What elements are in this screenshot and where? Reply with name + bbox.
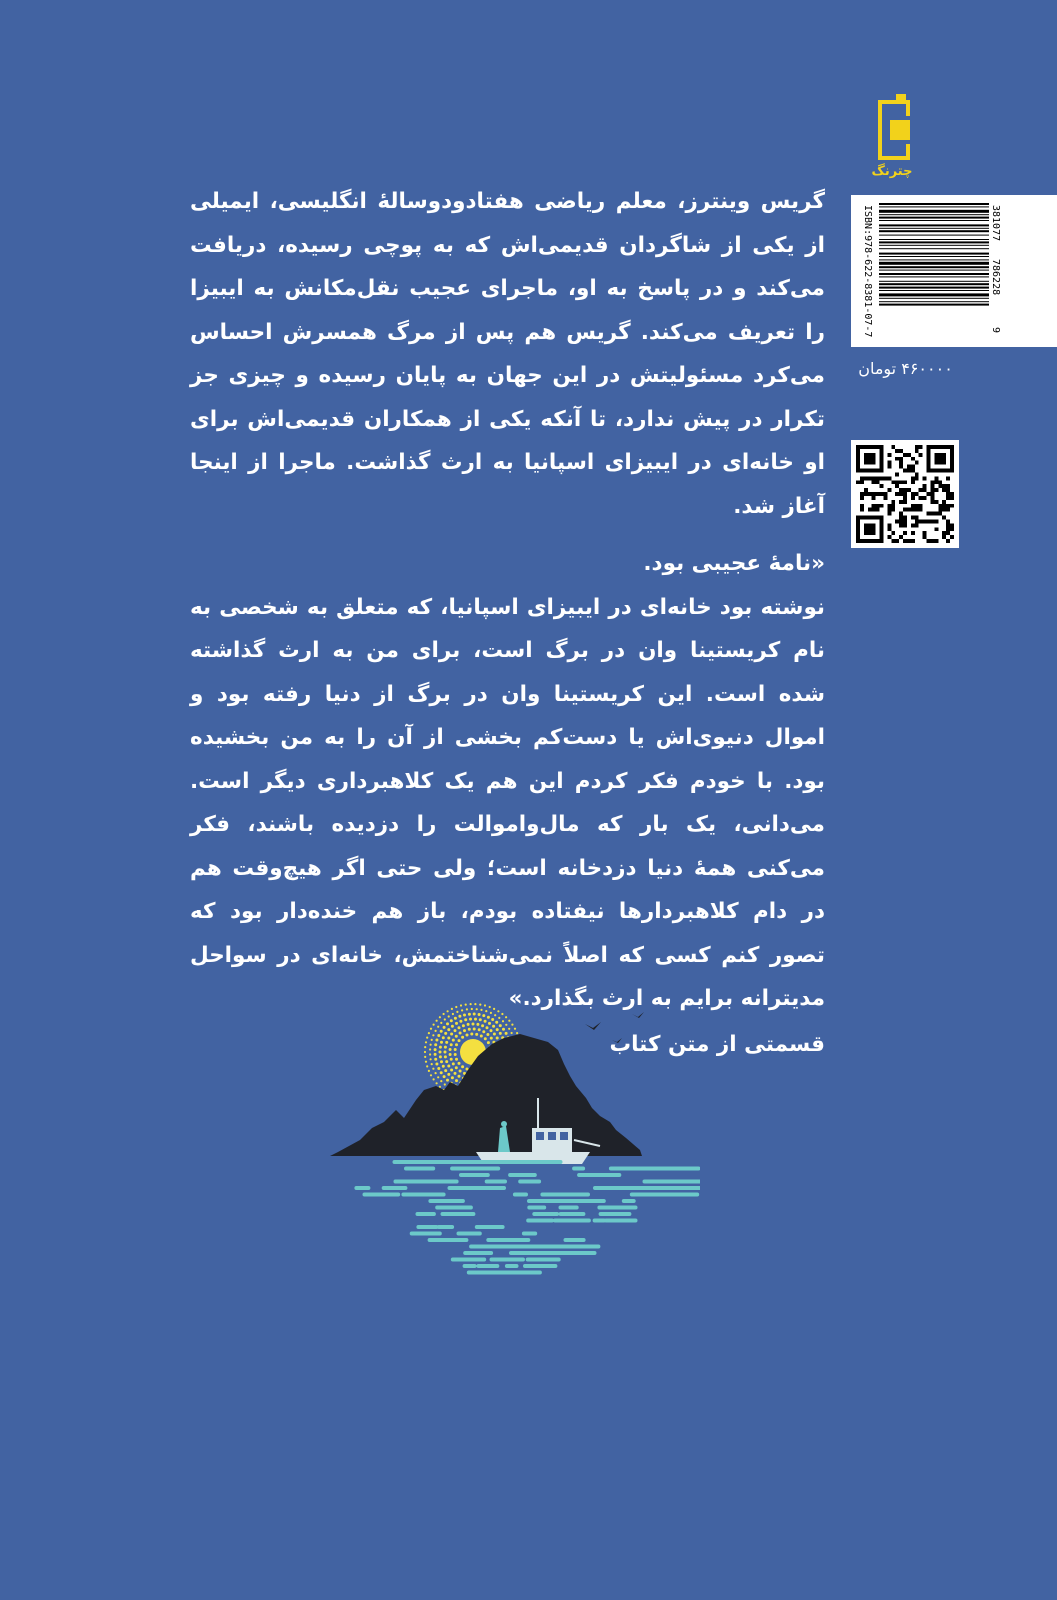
island-illustration [300, 990, 700, 1280]
isbn-barcode [855, 199, 1005, 343]
isbn-label: ISBN:978-622-8381-07-7 [862, 205, 873, 338]
blurb-summary: گریس وینترز، معلم ریاضی هفتادودوسالهٔ انگلیسی، ایمیلی از یکی از شاگردان قدیمی‌اش که به پوچی رسیده، دریافت می‌کند و در پاسخ به او، ماجرای عجیب نقل‌مکانش به ایبیزا را تعریف می‌کند. گریس هم پس از مرگ همسرش احساس می‌کرد مسئولیتش در این جهان به پایان رسیده و چیزی جز تکرار در پیش ندارد، تا آنکه یکی از همکاران قدیمی‌اش برای او خانه‌ای در ایبیزای اسپانیا به ارث گذاشت. ماجرا از اینجا آغاز شد. [190, 189, 825, 519]
isbn-digits-mid: 786228 [990, 259, 1001, 296]
publisher-name: چترنگ [871, 164, 913, 179]
blurb [190, 180, 825, 1066]
barcode-panel [851, 195, 1057, 347]
island-silhouette [330, 1034, 642, 1156]
isbn-digits-left: 9 [990, 327, 1001, 334]
isbn-digits-right: 381077 [990, 205, 1001, 242]
birds [585, 1012, 644, 1043]
qr-code [851, 440, 959, 548]
price-label: ۴۶۰۰۰۰ تومان [858, 359, 953, 378]
quote-heading: «نامهٔ عجیبی بود. [643, 551, 825, 576]
quote-source: قسمتی از متن کتاب [609, 1031, 825, 1057]
quote-body: نوشته بود خانه‌ای در ایبیزای اسپانیا، که متعلق به شخصی به نام کریستینا وان در برگ است، برای من به ارث گذاشته شده است. این کریستینا وان در برگ از دنیا رفته بود و اموال دنیوی‌اش یا دست‌کم بخشی از آن را به من بخشیده بود. با خودم فکر کردم این هم یک کلاهبرداری دیگر است. می‌دانی، یک بار که مال‌واموالت را دزدیده باشند، فکر می‌کنی همهٔ دنیا دزدخانه است؛ ولی حتی اگر هیچ‌وقت هم در دام کلاهبردارها نیفتاده بودم، باز هم خنده‌دار بود که تصور کنم کسی که اصلاً نمی‌شناختمش، خانه‌ای در سواحل مدیترانه برایم به ارث بگذارد.» [190, 594, 825, 1011]
sea-reflection [354, 1160, 700, 1275]
